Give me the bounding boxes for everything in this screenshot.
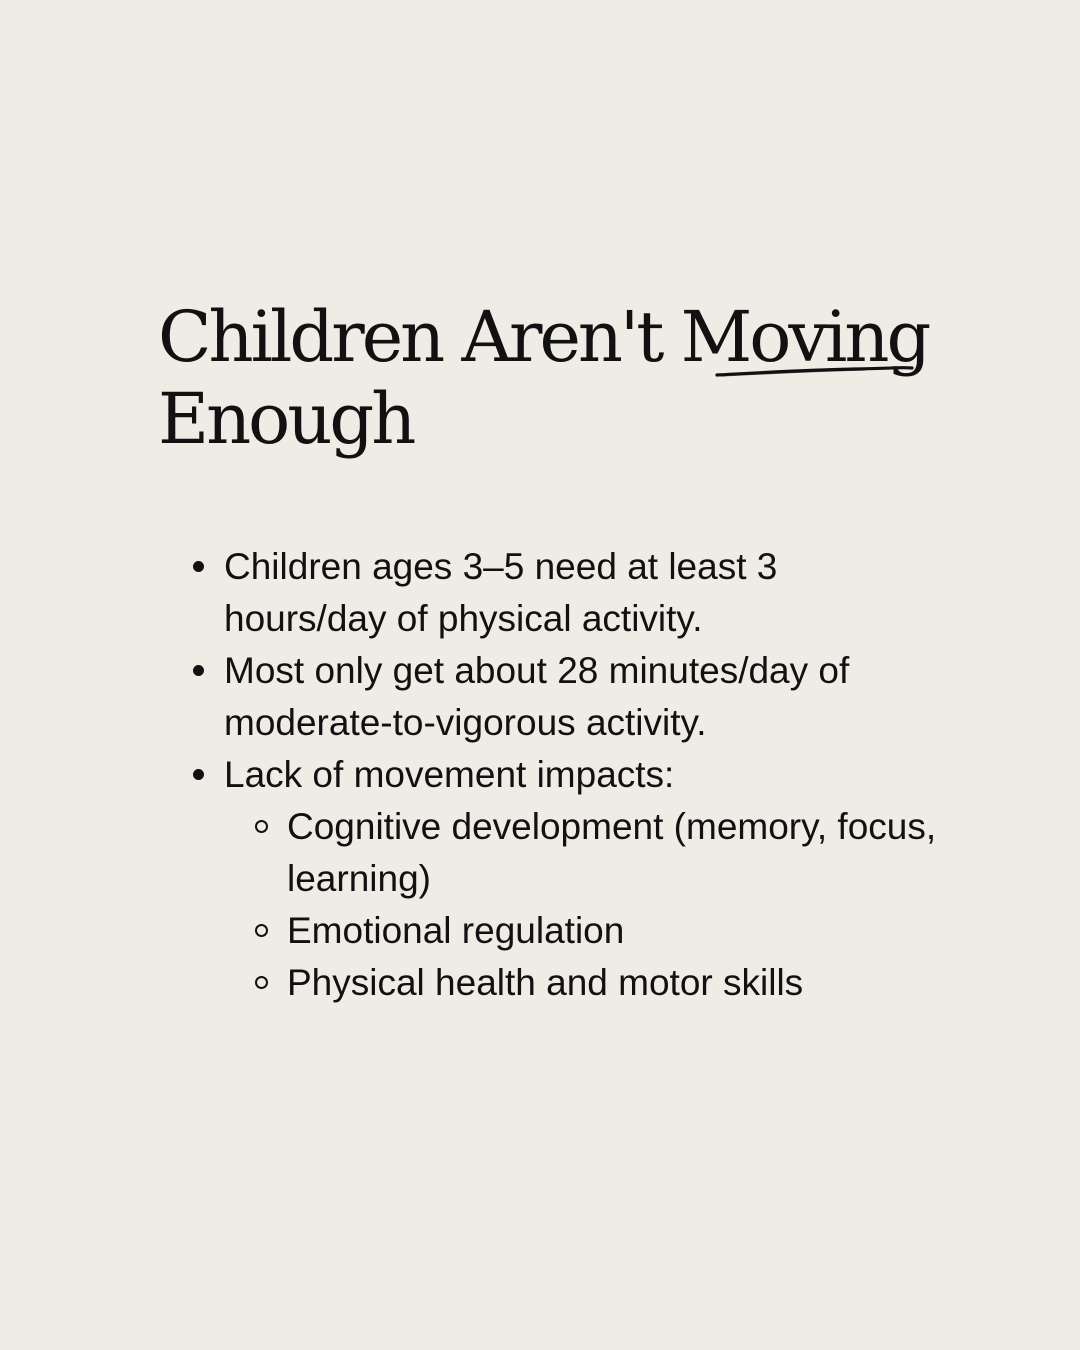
bullet-ring-icon <box>255 924 268 937</box>
sub-list-item <box>287 957 944 1009</box>
title-accent-word <box>681 296 929 378</box>
bullet-dot-icon <box>193 561 204 572</box>
brush-underline <box>715 364 915 380</box>
sub-list-item-text: Physical health and motor skills <box>287 962 804 1003</box>
list-item-text: Children ages 3–5 need at least 3 hours/day of physical activity. <box>224 546 778 639</box>
sub-list-item-text: Cognitive development (memory, focus, learning) <box>287 806 937 899</box>
sub-list-item-text: Emotional regulation <box>287 910 625 951</box>
bullet-ring-icon <box>255 820 268 833</box>
list-item <box>224 645 944 749</box>
bullet-dot-icon <box>193 665 204 676</box>
sub-list-item <box>287 801 944 905</box>
title-line-2: Enough <box>158 378 414 460</box>
list-item <box>224 749 944 1009</box>
page-title <box>158 296 958 460</box>
title-line-1 <box>158 296 958 378</box>
list-item-text: Most only get about 28 minutes/day of moderate-to-vigorous activity. <box>224 650 850 743</box>
bullet-list <box>224 541 944 1009</box>
sub-bullet-list <box>224 801 944 1009</box>
sub-list-item <box>287 905 944 957</box>
bullet-ring-icon <box>255 976 268 989</box>
list-item <box>224 541 944 645</box>
list-item-text: Lack of movement impacts: <box>224 754 675 795</box>
title-text-start: Children Aren't <box>158 296 681 378</box>
bullet-dot-icon <box>193 769 204 780</box>
title-accent-text: Moving <box>680 296 929 378</box>
